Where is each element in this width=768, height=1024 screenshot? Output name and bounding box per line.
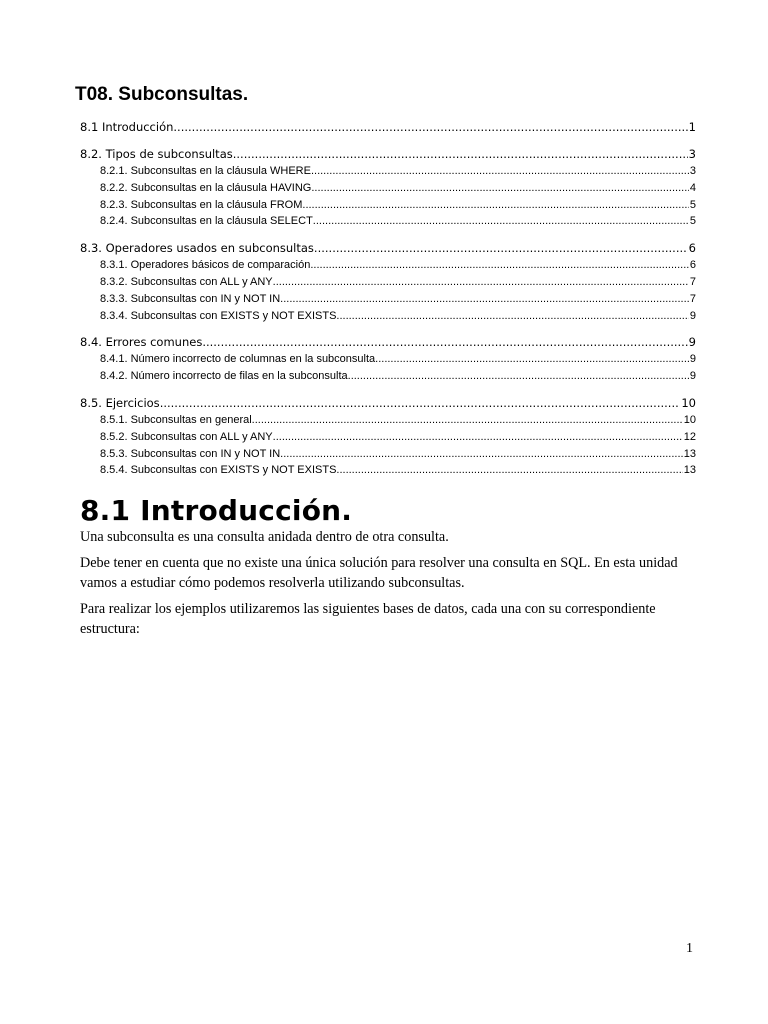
toc-entry-sub[interactable] bbox=[80, 291, 696, 308]
toc-entry-label: 8.1 Introducción bbox=[80, 120, 174, 134]
toc-entry-main[interactable] bbox=[80, 118, 696, 136]
toc-entry-label: 8.5. Ejercicios bbox=[80, 395, 160, 410]
toc-entry-page: 5 bbox=[689, 215, 696, 228]
toc-entry-sub[interactable] bbox=[80, 368, 696, 385]
page-number: 1 bbox=[686, 941, 693, 956]
toc-entry-page: 4 bbox=[689, 181, 696, 194]
toc-leader-dots bbox=[233, 145, 688, 163]
toc-entry-page: 10 bbox=[681, 395, 696, 410]
toc-entry-main[interactable] bbox=[80, 333, 696, 351]
toc-entry-page: 13 bbox=[683, 447, 696, 460]
paragraph: Debe tener en cuenta que no existe una única solución para resolver una consulta en SQL. En esta unidad vamos a estudiar cómo podemos resolverla utilizando subconsultas. bbox=[80, 555, 678, 591]
toc-leader-dots bbox=[314, 239, 688, 257]
toc-entry-label: 8.3. Operadores usados en subconsultas bbox=[80, 241, 314, 256]
toc-entry-page: 13 bbox=[683, 464, 696, 477]
section-heading: 8.1 Introducción. bbox=[80, 494, 353, 527]
toc-entry-main[interactable] bbox=[80, 239, 696, 257]
toc-entry-label: 8.5.2. Subconsultas con ALL y ANY bbox=[100, 430, 273, 443]
toc-entry-sub[interactable] bbox=[80, 180, 696, 197]
toc-leader-dots bbox=[273, 429, 683, 446]
toc-entry-sub[interactable] bbox=[80, 308, 696, 325]
toc-entry-sub[interactable] bbox=[80, 429, 696, 446]
toc-leader-dots bbox=[202, 333, 687, 351]
toc-section bbox=[80, 394, 696, 479]
toc-entry-sub[interactable] bbox=[80, 197, 696, 214]
body-text bbox=[80, 527, 680, 645]
toc-entry-label: 8.4.2. Número incorrecto de filas en la subconsulta bbox=[100, 370, 348, 383]
toc-entry-page: 9 bbox=[689, 370, 696, 383]
toc-section bbox=[80, 118, 696, 136]
toc-entry-label: 8.3.3. Subconsultas con IN y NOT IN bbox=[100, 292, 281, 305]
toc-entry-sub[interactable] bbox=[80, 446, 696, 463]
toc-entry-label: 8.2.1. Subconsultas en la cláusula WHERE bbox=[100, 165, 311, 177]
toc-entry-label: 8.5.3. Subconsultas con IN y NOT IN bbox=[100, 447, 281, 460]
toc-section bbox=[80, 145, 696, 230]
toc-entry-sub[interactable] bbox=[80, 163, 696, 180]
toc-entry-sub[interactable] bbox=[80, 462, 696, 479]
toc-entry-page: 9 bbox=[689, 353, 696, 366]
toc-entry-page: 10 bbox=[683, 413, 696, 426]
toc-entry-sub[interactable] bbox=[80, 351, 696, 368]
toc-entry-label: 8.5.1. Subconsultas en general bbox=[100, 413, 252, 426]
toc-leader-dots bbox=[310, 257, 689, 274]
toc-leader-dots bbox=[375, 351, 689, 368]
toc-entry-page: 1 bbox=[688, 120, 696, 134]
toc-entry-page: 12 bbox=[683, 430, 696, 443]
toc-entry-label: 8.2.3. Subconsultas en la cláusula FROM bbox=[100, 198, 303, 211]
toc-entry-sub[interactable] bbox=[80, 257, 696, 274]
paragraph: Una subconsulta es una consulta anidada dentro de otra consulta. bbox=[80, 529, 449, 545]
toc-section bbox=[80, 239, 696, 324]
toc-entry-page: 6 bbox=[689, 259, 696, 272]
toc-entry-main[interactable] bbox=[80, 145, 696, 163]
toc-entry-page: 3 bbox=[689, 165, 696, 177]
toc-entry-page: 7 bbox=[689, 292, 696, 305]
toc-entry-label: 8.5.4. Subconsultas con EXISTS y NOT EXISTS bbox=[100, 464, 337, 477]
toc-leader-dots bbox=[280, 291, 689, 308]
toc-leader-dots bbox=[273, 274, 689, 291]
toc-entry-page: 7 bbox=[689, 275, 696, 288]
toc-entry-label: 8.2.2. Subconsultas en la cláusula HAVING bbox=[100, 181, 312, 194]
toc-section bbox=[80, 333, 696, 385]
toc-leader-dots bbox=[160, 394, 681, 412]
toc-entry-label: 8.3.1. Operadores básicos de comparación bbox=[100, 259, 311, 272]
toc-leader-dots bbox=[280, 446, 683, 463]
toc-leader-dots bbox=[252, 412, 683, 429]
toc-entry-sub[interactable] bbox=[80, 274, 696, 291]
toc-entry-page: 6 bbox=[688, 241, 696, 256]
toc-leader-dots bbox=[336, 308, 688, 325]
toc-entry-label: 8.3.4. Subconsultas con EXISTS y NOT EXISTS bbox=[100, 309, 337, 322]
toc-leader-dots bbox=[336, 462, 682, 479]
toc-entry-label: 8.4. Errores comunes bbox=[80, 335, 203, 350]
toc-entry-sub[interactable] bbox=[80, 412, 696, 429]
toc-entry-label: 8.4.1. Número incorrecto de columnas en la subconsulta bbox=[100, 353, 376, 366]
document-title: T08. Subconsultas. bbox=[75, 84, 249, 105]
toc-leader-dots bbox=[313, 213, 689, 230]
toc-leader-dots bbox=[302, 197, 688, 214]
toc-leader-dots bbox=[348, 368, 689, 385]
toc-entry-sub[interactable] bbox=[80, 213, 696, 230]
toc-entry-label: 8.2. Tipos de subconsultas bbox=[80, 147, 233, 161]
table-of-contents bbox=[80, 118, 696, 488]
toc-leader-dots bbox=[311, 180, 689, 197]
toc-entry-label: 8.3.2. Subconsultas con ALL y ANY bbox=[100, 275, 273, 288]
toc-entry-label: 8.2.4. Subconsultas en la cláusula SELECT bbox=[100, 215, 313, 228]
toc-leader-dots bbox=[311, 163, 689, 180]
toc-entry-page: 3 bbox=[688, 147, 696, 161]
paragraph: Para realizar los ejemplos utilizaremos las siguientes bases de datos, cada una con su correspondiente estructura: bbox=[80, 601, 656, 637]
toc-entry-page: 5 bbox=[689, 198, 696, 211]
toc-entry-main[interactable] bbox=[80, 394, 696, 412]
toc-leader-dots bbox=[173, 118, 687, 136]
toc-entry-page: 9 bbox=[689, 309, 696, 322]
toc-entry-page: 9 bbox=[688, 335, 696, 350]
